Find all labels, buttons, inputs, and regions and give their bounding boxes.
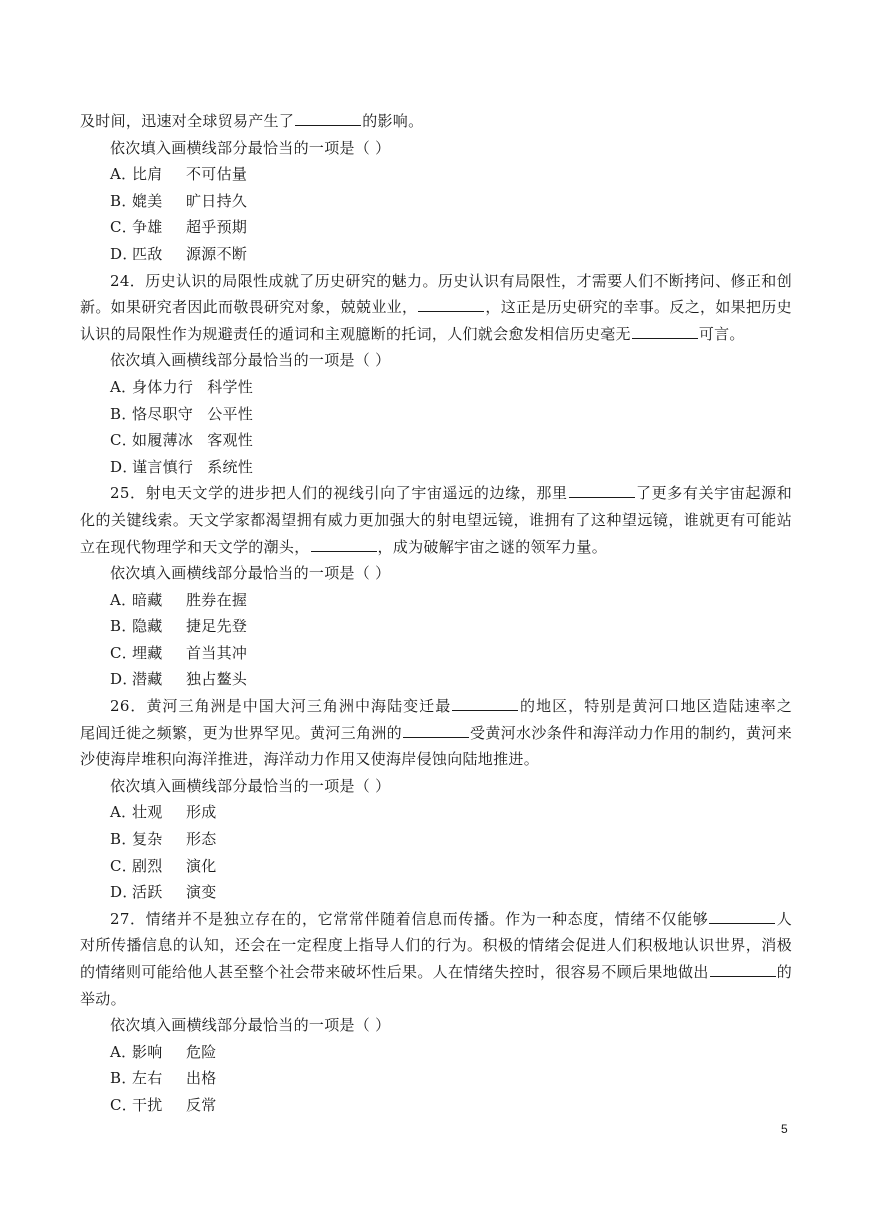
answer-blank: [632, 324, 698, 339]
q27-stem-line-4: 举动。: [80, 989, 126, 1008]
answer-blank: [403, 723, 469, 738]
option-b: B．媲美 旷日持久: [110, 191, 248, 210]
q27-stem-line-2: 对所传播信息的认知，还会在一定程度上指导人们的行为。积极的情绪会促进人们积极地认识世界，消极: [80, 936, 792, 955]
option-b: B．左右 出格: [110, 1069, 217, 1088]
answer-blank: [418, 297, 484, 312]
q23-stem-continuation: [80, 108, 792, 135]
q26-stem-line-2: 尾闾迁徙之频繁，更为世界罕见。黄河三角洲的 受黄河水沙条件和海洋动力作用的制约，黄河来: [80, 723, 792, 742]
q25-stem-line-3: 立在现代物理学和天文学的潮头， ，成为破解宇宙之谜的领军力量。: [80, 537, 608, 556]
q24-stem-line-2: 新。如果研究者因此而敬畏研究对象，兢兢业业， ，这正是历史研究的幸事。反之，如果把历史: [80, 298, 792, 317]
option-d: D．活跃 演变: [110, 883, 217, 902]
question-prompt: 依次填入画横线部分最恰当的一项是（ ）: [110, 138, 391, 157]
q27-stem-line-3: 的情绪则可能给他人甚至整个社会带来破坏性后果。人在情绪失控时，很容易不顾后果地做出 的: [80, 963, 792, 981]
answer-blank: [709, 909, 775, 924]
question-prompt: 依次填入画横线部分最恰当的一项是（ ）: [110, 776, 391, 795]
answer-blank: [710, 962, 776, 977]
q25-stem-line-1: 25．射电天文学的进步把人们的视线引向了宇宙遥远的边缘，那里 了更多有关宇宙起源和: [110, 484, 792, 503]
stem-text: 及时间，迅速对全球贸易产生了: [80, 112, 295, 130]
exam-page: [80, 108, 792, 1119]
page-number: 5: [781, 1122, 788, 1136]
q24-stem-line-1: 24．历史认识的局限性成就了历史研究的魅力。历史认识有局限性，才需要人们不断拷问、修正和创: [110, 271, 792, 290]
option-b: B．隐藏 捷足先登: [110, 617, 248, 636]
stem-text: 的影响。: [362, 112, 424, 130]
q26-stem-line-3: 沙使海岸堆积向海洋推进，海洋动力作用又使海岸侵蚀向陆地推进。: [80, 750, 540, 769]
option-c: C．争雄 超乎预期: [110, 218, 248, 237]
answer-blank: [569, 483, 635, 498]
option-b: B．复杂 形态: [110, 830, 217, 849]
option-a: A．暗藏 胜券在握: [110, 590, 248, 609]
option-c: C．剧烈 演化: [110, 856, 217, 875]
option-d: D．匹敌 源源不断: [110, 244, 248, 263]
question-prompt: 依次填入画横线部分最恰当的一项是（ ）: [110, 564, 391, 583]
option-c: C．如履薄冰 客观性: [110, 431, 254, 450]
answer-blank: [311, 537, 377, 552]
option-a: A．身体力行 科学性: [110, 377, 254, 396]
question-prompt: 依次填入画横线部分最恰当的一项是（ ）: [110, 351, 391, 370]
option-d: D．谨言慎行 系统性: [110, 457, 254, 476]
option-c: C．干扰 反常: [110, 1095, 217, 1114]
option-b: B．恪尽职守 公平性: [110, 404, 254, 423]
option-a: A．比肩 不可估量: [110, 165, 248, 184]
question-prompt: 依次填入画横线部分最恰当的一项是（ ）: [110, 1016, 391, 1035]
option-a: A．影响 危险: [110, 1042, 217, 1061]
q24-stem-line-3: 认识的局限性作为规避责任的遁词和主观臆断的托词，人们就会愈发相信历史毫无 可言。: [80, 324, 745, 343]
answer-blank: [295, 111, 361, 126]
option-a: A．壮观 形成: [110, 803, 217, 822]
q26-stem-line-1: 26．黄河三角洲是中国大河三角洲中海陆变迁最 的地区，特别是黄河口地区造陆速率之: [110, 697, 792, 716]
option-d: D．潜藏 独占鳌头: [110, 670, 248, 689]
answer-blank: [452, 696, 518, 711]
option-c: C．埋藏 首当其冲: [110, 643, 248, 662]
q25-stem-line-2: 化的关键线索。天文学家都渴望拥有威力更加强大的射电望远镜，谁拥有了这种望远镜，谁就更有可能站: [80, 510, 792, 529]
q27-stem-line-1: 27．情绪并不是独立存在的，它常常伴随着信息而传播。作为一种态度，情绪不仅能够 人: [110, 909, 792, 928]
